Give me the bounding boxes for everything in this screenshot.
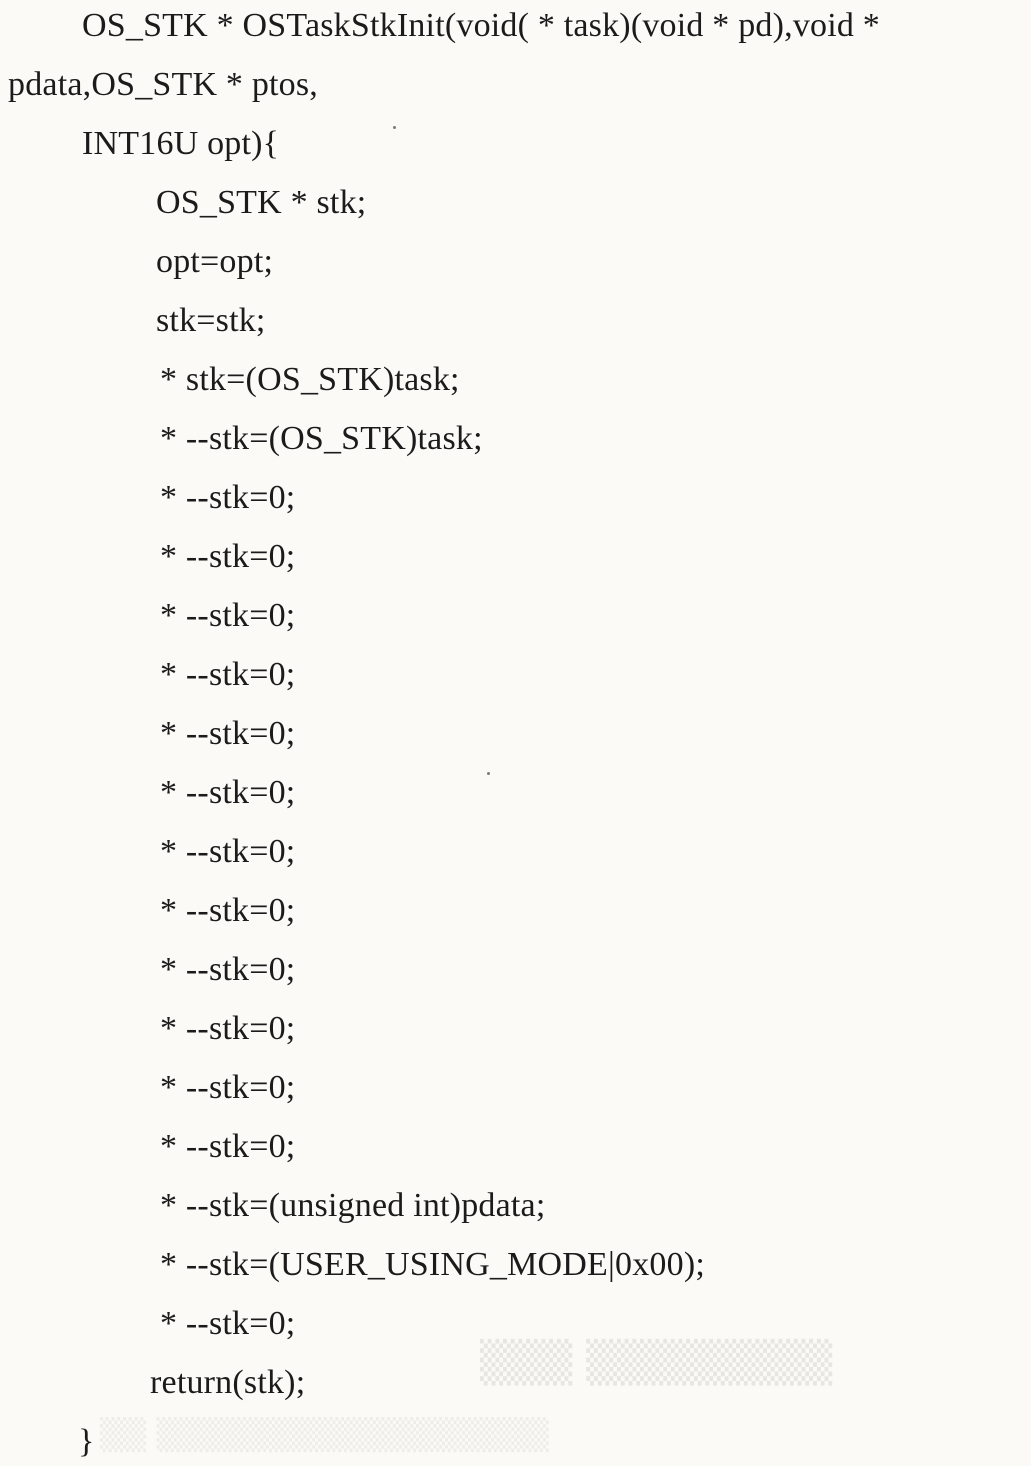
code-line: * --stk=(unsigned int)pdata; xyxy=(160,1187,546,1224)
code-line: opt=opt; xyxy=(156,243,274,280)
code-line: * --stk=0; xyxy=(160,597,296,634)
code-line-signature-continued: pdata,OS_STK * ptos, xyxy=(8,66,318,103)
code-line-signature-end: INT16U opt){ xyxy=(82,125,280,162)
scan-speck xyxy=(393,126,396,129)
code-line: * --stk=(OS_STK)task; xyxy=(160,420,483,457)
code-line: * --stk=0; xyxy=(160,1010,296,1047)
show-through-artifact: ▒▒▒ ▒▒▒▒▒▒▒▒ xyxy=(480,1340,833,1386)
code-line: * --stk=0; xyxy=(160,1305,296,1342)
code-line: * --stk=0; xyxy=(160,774,296,811)
code-line: * --stk=0; xyxy=(160,656,296,693)
code-line-closing-brace: } xyxy=(78,1423,95,1460)
code-line: * --stk=0; xyxy=(160,1128,296,1165)
code-line: * --stk=0; xyxy=(160,833,296,870)
code-line: * --stk=0; xyxy=(160,1069,296,1106)
show-through-artifact: ▒▒ ▒▒▒▒▒▒▒▒▒▒▒▒▒▒▒▒▒ xyxy=(100,1418,549,1453)
code-line: * --stk=(USER_USING_MODE|0x00); xyxy=(160,1246,706,1283)
code-line: * --stk=0; xyxy=(160,538,296,575)
code-line: * --stk=0; xyxy=(160,715,296,752)
code-line: * --stk=0; xyxy=(160,892,296,929)
code-line: stk=stk; xyxy=(156,302,266,339)
code-line: * --stk=0; xyxy=(160,951,296,988)
code-line-declaration: OS_STK * stk; xyxy=(156,184,367,221)
code-line: * --stk=0; xyxy=(160,479,296,516)
code-line-return: return(stk); xyxy=(150,1364,306,1401)
code-line: * stk=(OS_STK)task; xyxy=(160,361,460,398)
scan-speck xyxy=(487,772,490,775)
code-line-function-signature: OS_STK * OSTaskStkInit(void( * task)(void * pd),void * xyxy=(82,7,880,44)
